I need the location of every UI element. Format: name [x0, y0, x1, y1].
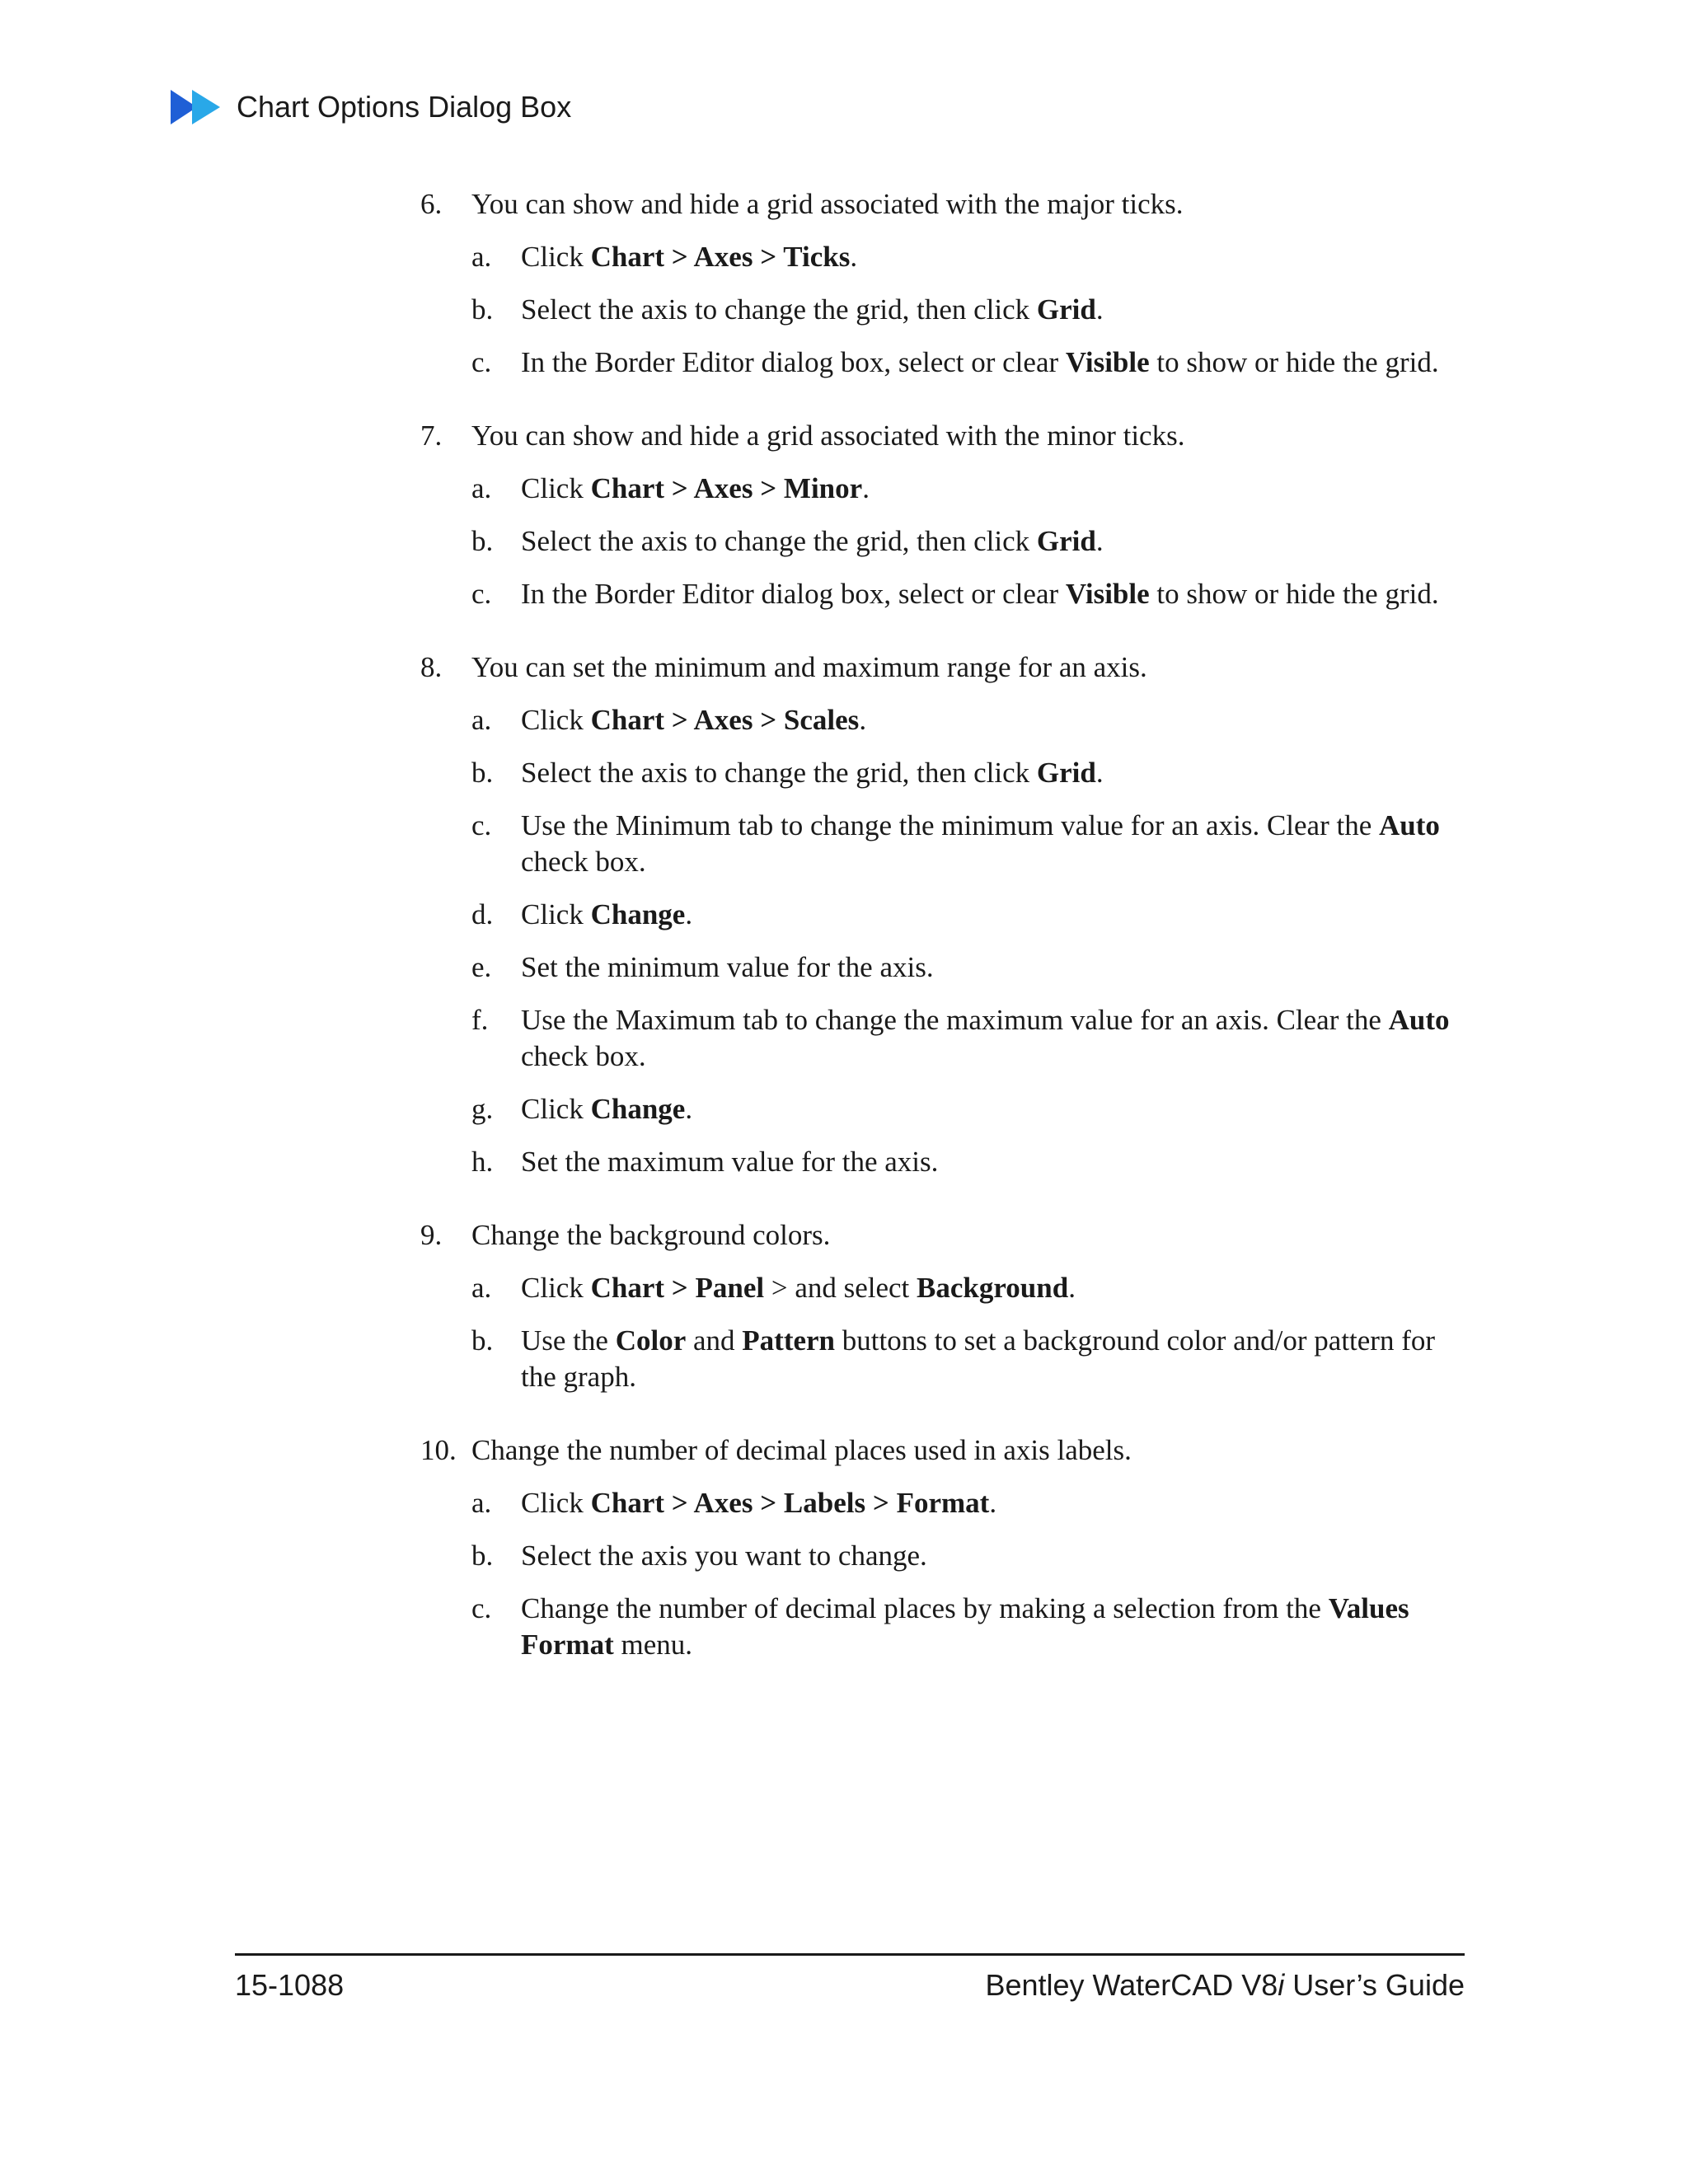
ui-term: >: [664, 1272, 696, 1304]
text-run: Click: [521, 472, 591, 504]
guide-title-prefix: Bentley WaterCAD V8: [985, 1968, 1278, 2002]
text-run: Select the axis to change the grid, then click: [521, 525, 1037, 557]
sub-step-letter: c.: [471, 1592, 492, 1624]
ui-term: >: [753, 1487, 784, 1519]
sub-step-letter: b.: [471, 525, 494, 557]
text-run: Click: [521, 1272, 591, 1304]
guide-title: [985, 1968, 1465, 2003]
ui-term: Format: [896, 1487, 990, 1519]
sub-step-item: [471, 292, 1467, 328]
ui-term: Labels: [783, 1487, 866, 1519]
instruction-list: [420, 186, 1467, 1700]
ui-term: Minor: [783, 472, 863, 504]
ui-term: Pattern: [742, 1324, 836, 1357]
text-run: Use the Maximum tab to change the maximum value for an axis. Clear the: [521, 1004, 1389, 1036]
step-item: [420, 186, 1467, 223]
page-number: 15-1088: [235, 1968, 345, 2002]
ui-term: >: [753, 241, 784, 273]
sub-step-item: [471, 949, 1467, 986]
page-header: [169, 86, 571, 129]
text-run: Use the Minimum tab to change the minimum value for an axis. Clear the: [521, 809, 1379, 841]
ui-term: Chart: [590, 241, 665, 273]
text-run: .: [685, 898, 693, 930]
sub-step-text: [521, 808, 1467, 880]
text-run: Use the: [521, 1324, 616, 1357]
ui-term: Scales: [783, 704, 860, 736]
ui-term: Chart: [590, 704, 665, 736]
text-run: .: [1095, 293, 1104, 326]
sub-step-list: [471, 239, 1467, 381]
text-run: Select the axis to change the grid, then click: [521, 293, 1037, 326]
ui-term: >: [753, 472, 784, 504]
text-run: .: [1095, 757, 1104, 789]
text-run: Click: [521, 1487, 591, 1519]
ui-term: >: [753, 704, 784, 736]
text-run: In the Border Editor dialog box, select or clear: [521, 578, 1066, 610]
sub-step-item: [471, 1591, 1467, 1663]
sub-step-list: [471, 702, 1467, 1180]
step-number: 10.: [420, 1434, 457, 1466]
ui-term: Visible: [1065, 578, 1150, 610]
sub-step-letter: b.: [471, 1324, 494, 1357]
ui-term: Auto: [1379, 809, 1440, 841]
ui-term: Grid: [1036, 757, 1096, 789]
step-item: [420, 1217, 1467, 1254]
sub-step-list: [471, 1485, 1467, 1663]
sub-step-item: [471, 1485, 1467, 1521]
text-run: .: [989, 1487, 997, 1519]
text-run: to show or hide the grid.: [1149, 346, 1439, 378]
ui-term: Values Format: [521, 1592, 1409, 1661]
sub-step-letter: b.: [471, 1540, 494, 1572]
text-run: and: [686, 1324, 743, 1357]
sub-step-item: [471, 523, 1467, 560]
sub-step-letter: a.: [471, 241, 492, 273]
sub-step-letter: f.: [471, 1004, 489, 1036]
ui-term: >: [664, 1487, 694, 1519]
sub-step-text: [521, 292, 1467, 328]
ui-term: Chart: [590, 472, 665, 504]
sub-step-text: [521, 755, 1467, 791]
ui-term: >: [865, 1487, 897, 1519]
ui-term: Panel: [695, 1272, 765, 1304]
sub-step-text: [521, 1091, 1467, 1127]
sub-step-letter: d.: [471, 898, 494, 930]
sub-step-letter: c.: [471, 809, 492, 841]
sub-step-item: [471, 576, 1467, 612]
ui-term: >: [664, 704, 694, 736]
sub-step-text: [521, 1270, 1467, 1306]
ui-term: Color: [615, 1324, 687, 1357]
sub-step-item: [471, 808, 1467, 880]
sub-step-item: [471, 471, 1467, 507]
step-item: [420, 1432, 1467, 1469]
text-run: Select the axis you want to change.: [521, 1540, 927, 1572]
text-run: to show or hide the grid.: [1149, 578, 1439, 610]
text-run: .: [859, 704, 867, 736]
sub-step-text: [521, 949, 1467, 986]
text-run: In the Border Editor dialog box, select or clear: [521, 346, 1066, 378]
step-text: You can show and hide a grid associated with the minor ticks.: [471, 419, 1185, 452]
step-text: You can set the minimum and maximum range for an axis.: [471, 651, 1147, 683]
step-number: 8.: [420, 651, 443, 683]
sub-step-item: [471, 1538, 1467, 1574]
text-run: check box.: [521, 1040, 646, 1072]
text-run: Set the minimum value for the axis.: [521, 951, 934, 983]
sub-step-letter: c.: [471, 346, 492, 378]
ui-term: >: [664, 472, 694, 504]
ui-term: Grid: [1036, 293, 1096, 326]
ui-term: Auto: [1388, 1004, 1450, 1036]
sub-step-text: [521, 1485, 1467, 1521]
sub-step-item: [471, 897, 1467, 933]
ui-term: Chart: [590, 1487, 665, 1519]
sub-step-text: [521, 1002, 1467, 1075]
double-chevron-right-icon: [169, 88, 223, 126]
sub-step-text: [521, 1591, 1467, 1663]
text-run: menu.: [613, 1629, 692, 1661]
ui-term: Background: [917, 1272, 1069, 1304]
ui-term: Axes: [693, 241, 753, 273]
text-run: Change the number of decimal places by making a selection from the: [521, 1592, 1329, 1624]
section-title: Chart Options Dialog Box: [237, 90, 572, 124]
sub-step-letter: a.: [471, 1272, 492, 1304]
sub-step-letter: a.: [471, 704, 492, 736]
step-text: You can show and hide a grid associated with the major ticks.: [471, 188, 1184, 220]
ui-term: Chart: [590, 1272, 665, 1304]
text-run: Set the maximum value for the axis.: [521, 1146, 939, 1178]
sub-step-text: [521, 897, 1467, 933]
sub-step-text: [521, 239, 1467, 275]
ui-term: Axes: [693, 1487, 753, 1519]
sub-step-item: [471, 239, 1467, 275]
sub-step-item: [471, 1002, 1467, 1075]
sub-step-list: [471, 1270, 1467, 1395]
sub-step-text: [521, 1323, 1467, 1395]
sub-step-item: [471, 1091, 1467, 1127]
sub-step-letter: a.: [471, 472, 492, 504]
text-run: Click: [521, 1093, 591, 1125]
sub-step-text: [521, 471, 1467, 507]
sub-step-text: [521, 702, 1467, 738]
text-run: .: [850, 241, 858, 273]
sub-step-item: [471, 702, 1467, 738]
text-run: check box.: [521, 846, 646, 878]
sub-step-letter: b.: [471, 293, 494, 326]
sub-step-letter: g.: [471, 1093, 494, 1125]
step-text: Change the number of decimal places used in axis labels.: [471, 1434, 1132, 1466]
step-item: [420, 649, 1467, 686]
sub-step-letter: b.: [471, 757, 494, 789]
step-item: [420, 418, 1467, 454]
text-run: buttons to set a background color and/or pattern for the graph.: [521, 1324, 1436, 1393]
step-number: 6.: [420, 188, 443, 220]
text-run: Click: [521, 704, 591, 736]
sub-step-letter: a.: [471, 1487, 492, 1519]
sub-step-letter: c.: [471, 578, 492, 610]
guide-title-italic: i: [1278, 1968, 1285, 2002]
sub-step-item: [471, 1144, 1467, 1180]
sub-step-item: [471, 344, 1467, 381]
ui-term: Visible: [1065, 346, 1150, 378]
sub-step-item: [471, 1270, 1467, 1306]
ui-term: Axes: [693, 704, 753, 736]
ui-term: Axes: [693, 472, 753, 504]
text-run: Click: [521, 898, 591, 930]
ui-term: Ticks: [783, 241, 851, 273]
sub-step-text: [521, 523, 1467, 560]
text-run: .: [1095, 525, 1104, 557]
ui-term: Change: [590, 1093, 686, 1125]
text-run: .: [1068, 1272, 1076, 1304]
text-run: Click: [521, 241, 591, 273]
ui-term: Change: [590, 898, 686, 930]
step-text: Change the background colors.: [471, 1219, 831, 1251]
step-number: 9.: [420, 1219, 443, 1251]
sub-step-text: [521, 1538, 1467, 1574]
sub-step-item: [471, 1323, 1467, 1395]
ui-term: Grid: [1036, 525, 1096, 557]
footer-divider: [235, 1953, 1465, 1956]
sub-step-list: [471, 471, 1467, 612]
text-run: .: [862, 472, 870, 504]
sub-step-text: [521, 1144, 1467, 1180]
step-number: 7.: [420, 419, 443, 452]
text-run: > and select: [764, 1272, 917, 1304]
sub-step-letter: h.: [471, 1146, 494, 1178]
sub-step-text: [521, 576, 1467, 612]
text-run: Select the axis to change the grid, then click: [521, 757, 1037, 789]
sub-step-item: [471, 755, 1467, 791]
text-run: .: [685, 1093, 693, 1125]
sub-step-text: [521, 344, 1467, 381]
ui-term: >: [664, 241, 694, 273]
sub-step-letter: e.: [471, 951, 492, 983]
guide-title-suffix: User’s Guide: [1284, 1968, 1465, 2002]
